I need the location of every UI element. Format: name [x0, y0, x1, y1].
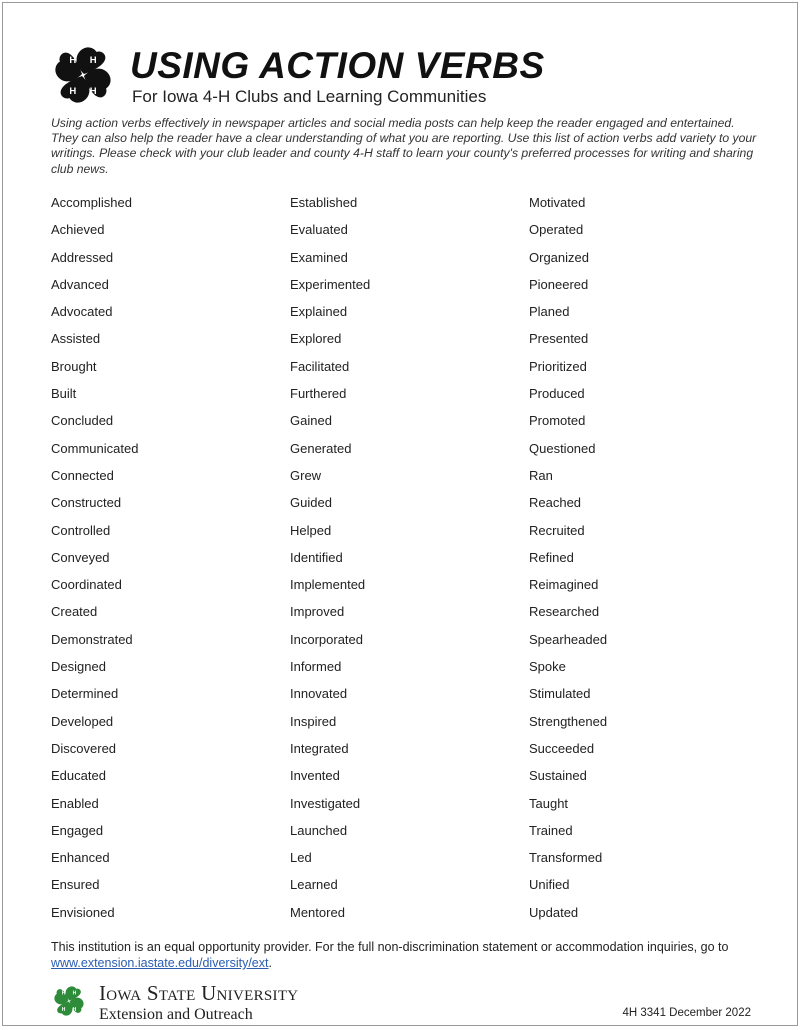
- verb-item: Unified: [529, 877, 570, 893]
- verb-item: Developed: [51, 713, 114, 729]
- 4h-clover-icon: [48, 41, 118, 109]
- verb-item: Taught: [529, 795, 569, 811]
- verb-item: Inspired: [290, 713, 337, 729]
- verb-item: Incorporated: [290, 631, 363, 647]
- verb-item: Coordinated: [51, 577, 122, 593]
- intro-paragraph: Using action verbs effectively in newspaper articles and social media posts can help keep the reader engaged and entertained. They can also help the reader have a clear understanding of what you are reporting. Use this list of action verbs add variety to your writings. Please check with your club leader and county 4-H staff to learn your county's preferred processes for writing and sharing club news.: [51, 116, 757, 176]
- verb-item: Discovered: [51, 740, 117, 756]
- verb-item: Connected: [51, 467, 114, 483]
- isu-logo: [51, 981, 411, 1025]
- verb-item: Sustained: [529, 768, 587, 784]
- university-name: Iowa State University: [99, 981, 299, 1005]
- verb-item: Built: [51, 386, 77, 402]
- verb-item: Gained: [290, 413, 332, 429]
- verb-item: Questioned: [529, 440, 596, 456]
- verb-item: Recruited: [529, 522, 585, 538]
- verb-item: Explained: [290, 304, 348, 320]
- verb-list: [51, 195, 729, 932]
- verb-item: Innovated: [290, 686, 348, 702]
- verb-item: Accomplished: [51, 195, 132, 210]
- verb-item: Engaged: [51, 822, 104, 838]
- verb-item: Assisted: [51, 331, 101, 347]
- verb-item: Led: [290, 850, 312, 866]
- verb-item: Spoke: [529, 659, 566, 675]
- verb-item: Updated: [529, 904, 579, 920]
- verb-item: Demonstrated: [51, 631, 133, 647]
- verb-item: Experimented: [290, 276, 371, 292]
- verb-item: Envisioned: [51, 904, 115, 920]
- verb-item: Explored: [290, 331, 342, 347]
- verb-item: Enabled: [51, 795, 99, 811]
- verb-item: Integrated: [290, 740, 349, 756]
- university-unit: Extension and Outreach: [99, 1006, 253, 1023]
- page-title: USING ACTION VERBS: [130, 45, 545, 86]
- verb-item: Refined: [529, 549, 574, 565]
- verb-item: Prioritized: [529, 358, 587, 374]
- verb-item: Generated: [290, 440, 352, 456]
- verb-item: Succeeded: [529, 740, 595, 756]
- verb-item: Planed: [529, 304, 570, 320]
- svg-text:H: H: [89, 54, 97, 66]
- svg-text:H: H: [69, 54, 77, 66]
- verb-item: Evaluated: [290, 222, 348, 238]
- verb-item: Trained: [529, 822, 573, 838]
- verb-item: Advanced: [51, 276, 109, 292]
- verb-item: Guided: [290, 495, 332, 511]
- verb-item: Advocated: [51, 304, 113, 320]
- verb-item: Transformed: [529, 850, 603, 866]
- document-page: [2, 2, 798, 1026]
- verb-item: Reimagined: [529, 577, 599, 593]
- page-subtitle: For Iowa 4-H Clubs and Learning Communities: [132, 87, 487, 106]
- verb-item: Researched: [529, 604, 600, 620]
- verb-item: Improved: [290, 604, 345, 620]
- verb-item: Operated: [529, 222, 584, 238]
- verb-item: Mentored: [290, 904, 345, 920]
- verb-item: Conveyed: [51, 549, 110, 565]
- diversity-link[interactable]: www.extension.iastate.edu/diversity/ext: [51, 956, 269, 970]
- verb-item: Learned: [290, 877, 338, 893]
- verb-item: Concluded: [51, 413, 114, 429]
- verb-item: Brought: [51, 358, 97, 374]
- svg-text:H: H: [72, 1007, 77, 1014]
- verb-item: Educated: [51, 768, 106, 784]
- svg-text:H: H: [61, 1007, 66, 1014]
- verb-item: Communicated: [51, 440, 139, 456]
- verb-item: Stimulated: [529, 686, 591, 702]
- verb-item: Controlled: [51, 522, 111, 538]
- verb-item: Facilitated: [290, 358, 350, 374]
- verb-item: Furthered: [290, 386, 347, 402]
- verb-item: Invented: [290, 768, 340, 784]
- verb-column-1: [51, 195, 290, 932]
- svg-text:H: H: [72, 990, 77, 997]
- verb-item: Informed: [290, 659, 342, 675]
- verb-item: Created: [51, 604, 98, 620]
- verb-item: Pioneered: [529, 276, 589, 292]
- verb-item: Established: [290, 195, 358, 210]
- verb-item: Reached: [529, 495, 582, 511]
- verb-column-3: [529, 195, 729, 932]
- verb-item: Ensured: [51, 877, 100, 893]
- 4h-clover-green-icon: [51, 983, 87, 1019]
- note-text: This institution is an equal opportunity provider. For the full non-discrimination statement or accommodation inquiries, go to: [51, 940, 729, 954]
- verb-item: Ran: [529, 467, 553, 483]
- verb-item: Enhanced: [51, 850, 110, 866]
- verb-column-2: [290, 195, 529, 932]
- verb-item: Achieved: [51, 222, 105, 238]
- verb-item: Identified: [290, 549, 343, 565]
- verb-item: Presented: [529, 331, 589, 347]
- verb-item: Motivated: [529, 195, 586, 210]
- svg-text:H: H: [69, 86, 77, 98]
- publication-code: 4H 3341 December 2022: [622, 1007, 751, 1019]
- verb-item: Promoted: [529, 413, 586, 429]
- verb-item: Determined: [51, 686, 119, 702]
- verb-item: Designed: [51, 659, 106, 675]
- verb-item: Helped: [290, 522, 332, 538]
- verb-item: Produced: [529, 386, 585, 402]
- svg-text:H: H: [89, 86, 97, 98]
- verb-item: Addressed: [51, 249, 114, 265]
- verb-item: Investigated: [290, 795, 361, 811]
- verb-item: Spearheaded: [529, 631, 608, 647]
- verb-item: Organized: [529, 249, 589, 265]
- verb-item: Constructed: [51, 495, 122, 511]
- note-end: .: [268, 956, 272, 970]
- nondiscrimination-note: [51, 939, 763, 971]
- svg-text:H: H: [61, 990, 66, 997]
- verb-item: Examined: [290, 249, 348, 265]
- header: [48, 41, 768, 111]
- verb-item: Launched: [290, 822, 348, 838]
- verb-item: Grew: [290, 467, 322, 483]
- verb-item: Strengthened: [529, 713, 608, 729]
- verb-item: Implemented: [290, 577, 366, 593]
